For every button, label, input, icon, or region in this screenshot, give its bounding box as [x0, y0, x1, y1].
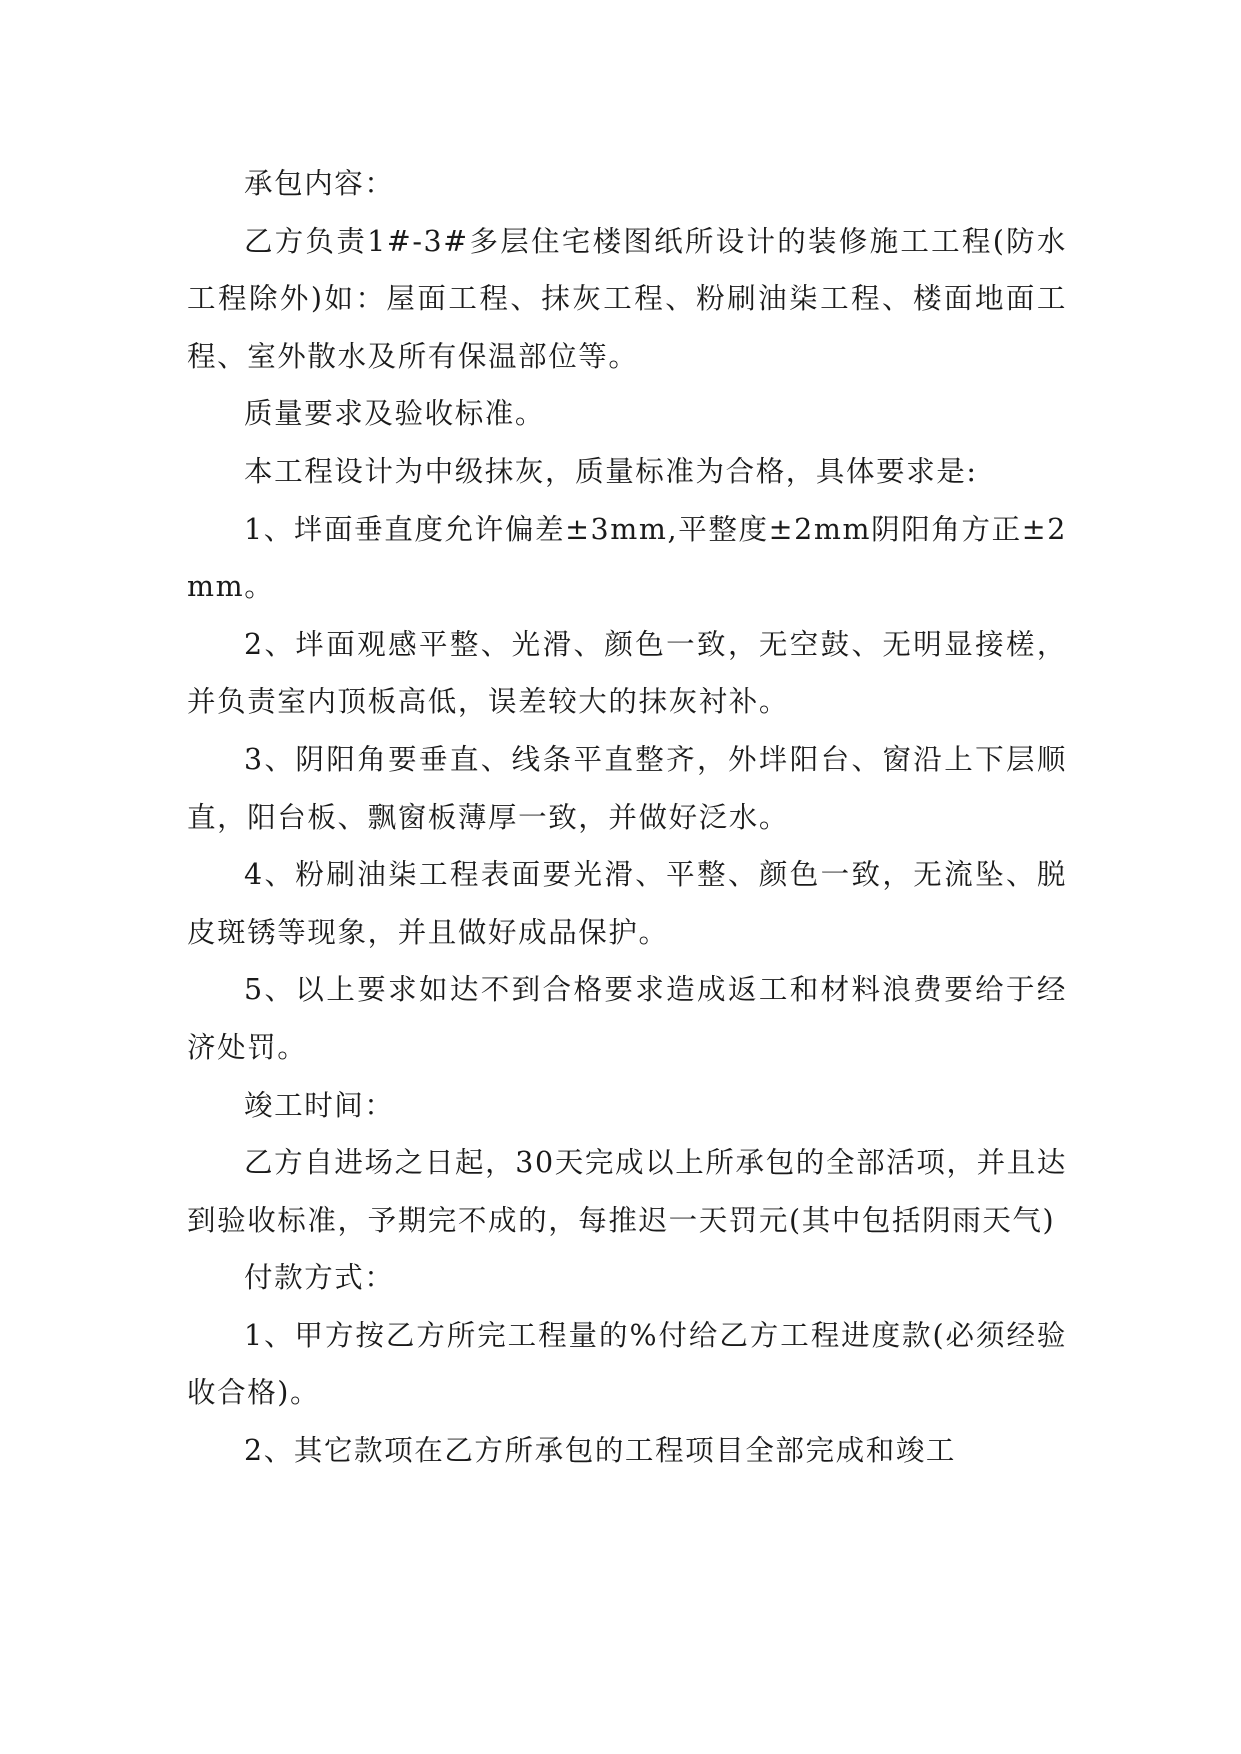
- paragraph-completion-terms: 乙方自进场之日起，30天完成以上所承包的全部活项，并且达到验收标准，予期完不成的，每推迟一天罚元(其中包括阴雨天气): [187, 1146, 1067, 1237]
- document-body: [187, 155, 1067, 1480]
- list-item-payment-2: 2、其它款项在乙方所承包的工程项目全部完成和竣工: [244, 1434, 957, 1468]
- section-heading-completion: 竣工时间：: [244, 1088, 395, 1122]
- list-item-quality-2: 2、坢面观感平整、光滑、颜色一致，无空鼓、无明显接槎，并负责室内顶板高低，误差较大的抹灰衬补。: [187, 627, 1067, 719]
- paragraph-scope-description: 乙方负责1#-3#多层住宅楼图纸所设计的装修施工工程(防水工程除外)如：屋面工程、抹灰工程、粉刷油柒工程、楼面地面工程、室外散水及所有保温部位等。: [187, 224, 1067, 373]
- section-heading-contract-scope: 承包内容：: [244, 167, 395, 200]
- list-item-payment-1: 1、甲方按乙方所完工程量的%付给乙方工程进度款(必须经验收合格)。: [187, 1318, 1067, 1410]
- list-item-quality-3: 3、阴阳角要垂直、线条平直整齐，外坢阳台、窗沿上下层顺直，阳台板、飘窗板薄厚一致，并做好泛水。: [187, 742, 1067, 834]
- list-item-quality-5: 5、以上要求如达不到合格要求造成返工和材料浪费要给于经济处罚。: [187, 973, 1067, 1064]
- paragraph-quality-intro: 本工程设计为中级抹灰，质量标准为合格，具体要求是:: [244, 454, 978, 488]
- section-heading-payment: 付款方式：: [244, 1261, 395, 1295]
- section-heading-quality: 质量要求及验收标准。: [244, 397, 546, 431]
- list-item-quality-4: 4、粉刷油柒工程表面要光滑、平整、颜色一致，无流坠、脱皮斑锈等现象，并且做好成品保护。: [187, 858, 1067, 949]
- list-item-quality-1: 1、坢面垂直度允许偏差±3mm,平整度±2mm阴阳角方正±2mm。: [187, 512, 1067, 604]
